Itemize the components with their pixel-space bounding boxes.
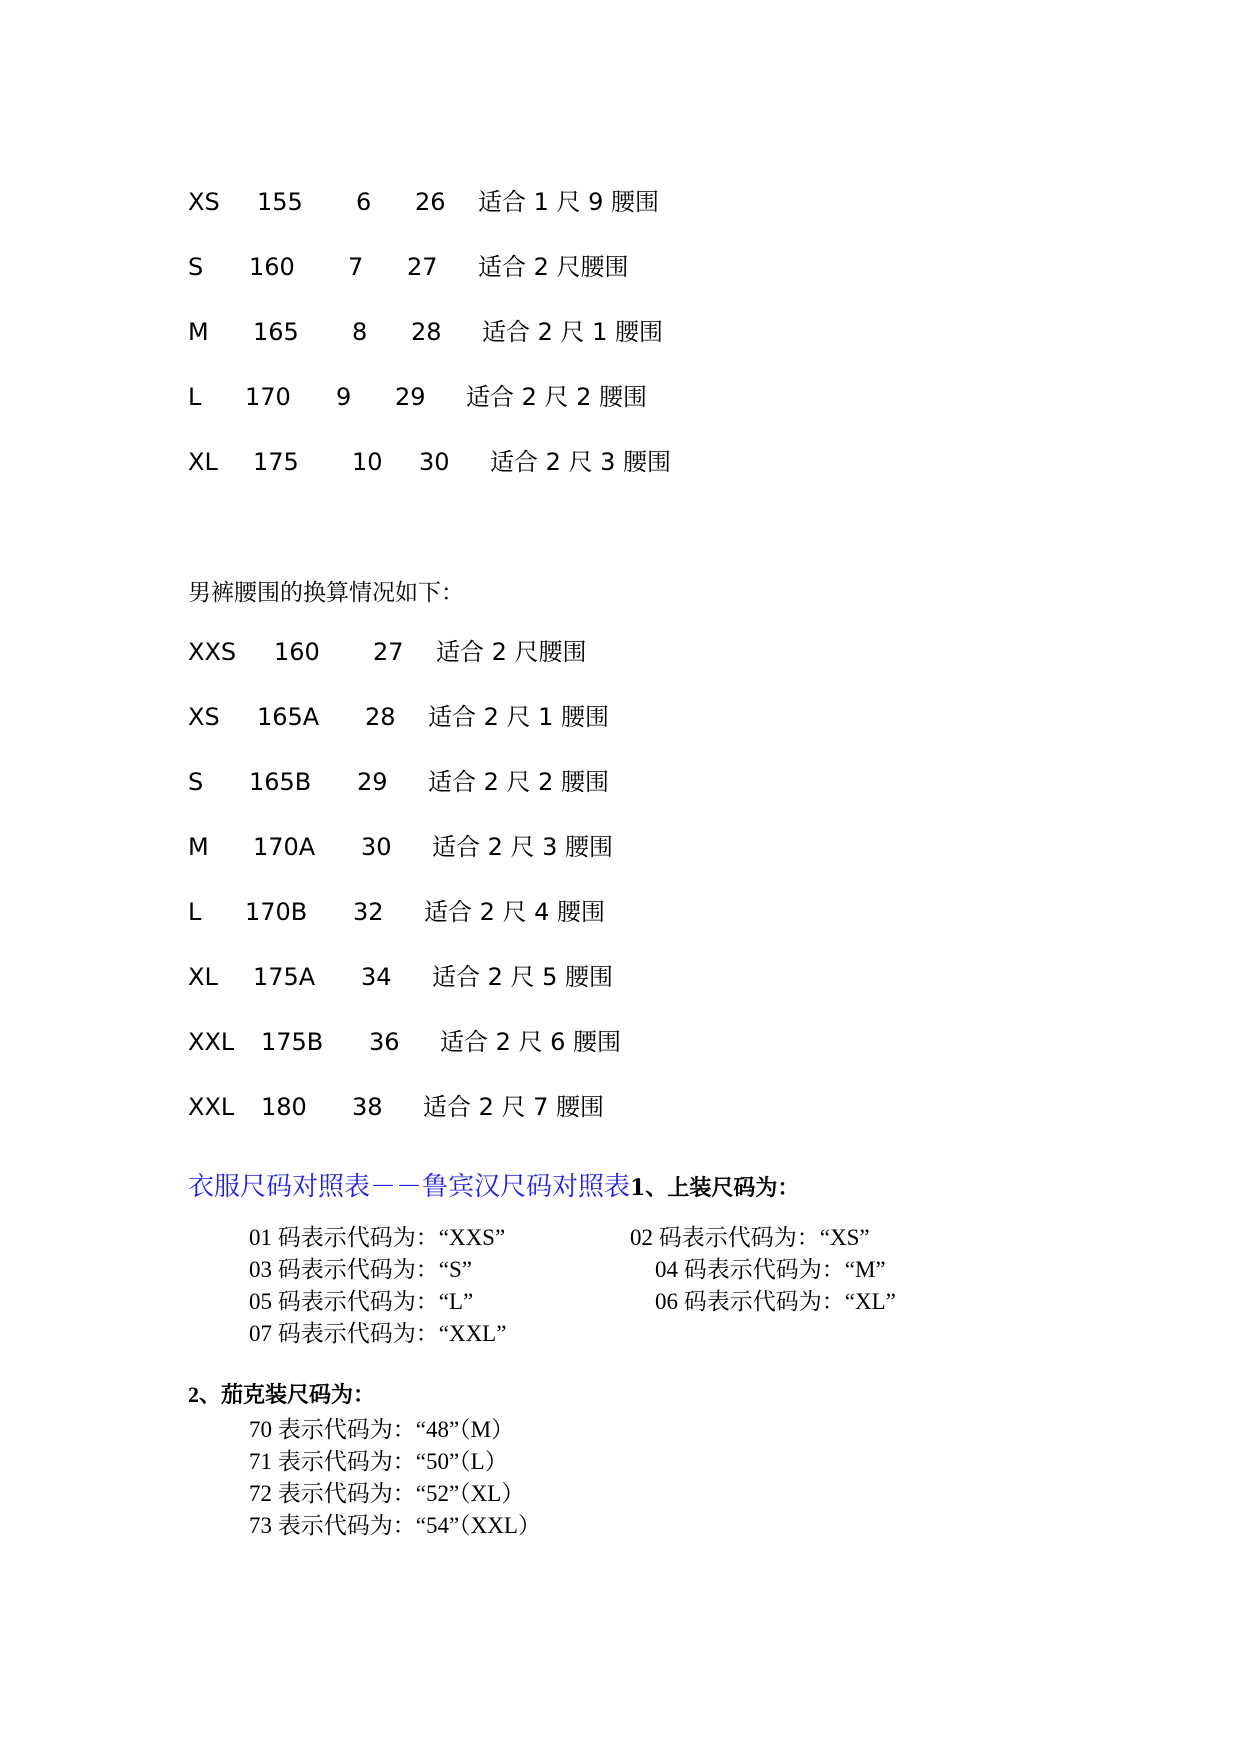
waist-value: 27 (373, 638, 404, 666)
height-value: 165A (257, 703, 320, 731)
size-label: L (188, 898, 202, 926)
jacket-code-item: 70 表示代码为：“48”（M） (249, 1417, 515, 1442)
size-number: 7 (348, 253, 364, 281)
waist-value: 36 (369, 1028, 400, 1056)
waist-fit-text: 适合 2 尺 2 腰围 (428, 768, 610, 796)
height-value: 165 (253, 318, 299, 346)
waist-fit-text: 适合 2 尺 3 腰围 (432, 833, 614, 861)
women-size-row (0, 182, 1241, 222)
size-label: XXL (188, 1093, 235, 1121)
jacket-code-item: 72 表示代码为：“52”（XL） (249, 1481, 525, 1506)
women-size-row (0, 442, 1241, 482)
size-chart-title-line (188, 1166, 799, 1203)
waist-fit-text: 适合 2 尺 2 腰围 (466, 383, 648, 411)
size-label: M (188, 833, 209, 861)
height-value: 170B (245, 898, 308, 926)
jacket-code-item: 71 表示代码为：“50”（L） (249, 1449, 508, 1474)
height-value: 170 (245, 383, 291, 411)
size-number: 9 (336, 383, 352, 411)
size-label: S (188, 253, 204, 281)
waist-value: 29 (395, 383, 426, 411)
top-code-item: 05 码表示代码为：“L” (249, 1289, 474, 1314)
size-label: XS (188, 188, 220, 216)
waist-value: 30 (419, 448, 450, 476)
waist-fit-text: 适合 2 尺 6 腰围 (440, 1028, 622, 1056)
top-code-item: 02 码表示代码为：“XS” (630, 1225, 870, 1250)
height-value: 175B (261, 1028, 324, 1056)
size-chart-title: 衣服尺码对照表－－鲁宾汉尺码对照表 (188, 1172, 631, 1202)
waist-fit-text: 适合 2 尺 1 腰围 (428, 703, 610, 731)
size-label: M (188, 318, 209, 346)
women-size-row (0, 377, 1241, 417)
height-value: 160 (249, 253, 295, 281)
waist-value: 28 (365, 703, 396, 731)
waist-fit-text: 适合 1 尺 9 腰围 (478, 188, 660, 216)
size-label: XXS (188, 638, 237, 666)
waist-fit-text: 适合 2 尺腰围 (478, 253, 629, 281)
height-value: 165B (249, 768, 312, 796)
top-code-item: 06 码表示代码为：“XL” (655, 1289, 896, 1314)
women-size-row (0, 247, 1241, 287)
height-value: 175A (253, 963, 316, 991)
size-number: 10 (352, 448, 383, 476)
men-size-row (0, 1087, 1241, 1127)
size-label: XL (188, 963, 218, 991)
size-label: XL (188, 448, 218, 476)
waist-fit-text: 适合 2 尺 4 腰围 (424, 898, 606, 926)
men-size-row (0, 1022, 1241, 1062)
men-size-row (0, 827, 1241, 867)
top-code-item: 01 码表示代码为：“XXS” (249, 1225, 506, 1250)
waist-value: 29 (357, 768, 388, 796)
top-code-item: 03 码表示代码为：“S” (249, 1257, 472, 1282)
jacket-section-heading: 2、茄克装尺码为： (188, 1382, 376, 1407)
men-trousers-heading: 男裤腰围的换算情况如下： (188, 580, 464, 606)
top-code-item: 07 码表示代码为：“XXL” (249, 1321, 507, 1346)
size-number: 8 (352, 318, 368, 346)
men-size-row (0, 957, 1241, 997)
height-value: 160 (274, 638, 320, 666)
jacket-code-item: 73 表示代码为：“54”（XXL） (249, 1513, 541, 1538)
waist-value: 32 (353, 898, 384, 926)
height-value: 155 (257, 188, 303, 216)
men-size-row (0, 697, 1241, 737)
waist-fit-text: 适合 2 尺 5 腰围 (432, 963, 614, 991)
size-label: XXL (188, 1028, 235, 1056)
size-label: L (188, 383, 202, 411)
waist-fit-text: 适合 2 尺 3 腰围 (490, 448, 672, 476)
waist-value: 26 (415, 188, 446, 216)
height-value: 180 (261, 1093, 307, 1121)
size-label: XS (188, 703, 220, 731)
waist-fit-text: 适合 2 尺 1 腰围 (482, 318, 664, 346)
height-value: 170A (253, 833, 316, 861)
waist-fit-text: 适合 2 尺 7 腰围 (423, 1093, 605, 1121)
tops-section-heading: 1、上装尺码为： (630, 1175, 800, 1201)
top-code-item: 04 码表示代码为：“M” (655, 1257, 886, 1282)
waist-value: 27 (407, 253, 438, 281)
waist-value: 38 (352, 1093, 383, 1121)
height-value: 175 (253, 448, 299, 476)
men-size-row (0, 892, 1241, 932)
waist-value: 34 (361, 963, 392, 991)
women-size-row (0, 312, 1241, 352)
waist-value: 28 (411, 318, 442, 346)
men-size-row (0, 762, 1241, 802)
waist-value: 30 (361, 833, 392, 861)
men-size-row (0, 632, 1241, 672)
waist-fit-text: 适合 2 尺腰围 (436, 638, 587, 666)
size-number: 6 (356, 188, 372, 216)
size-label: S (188, 768, 204, 796)
